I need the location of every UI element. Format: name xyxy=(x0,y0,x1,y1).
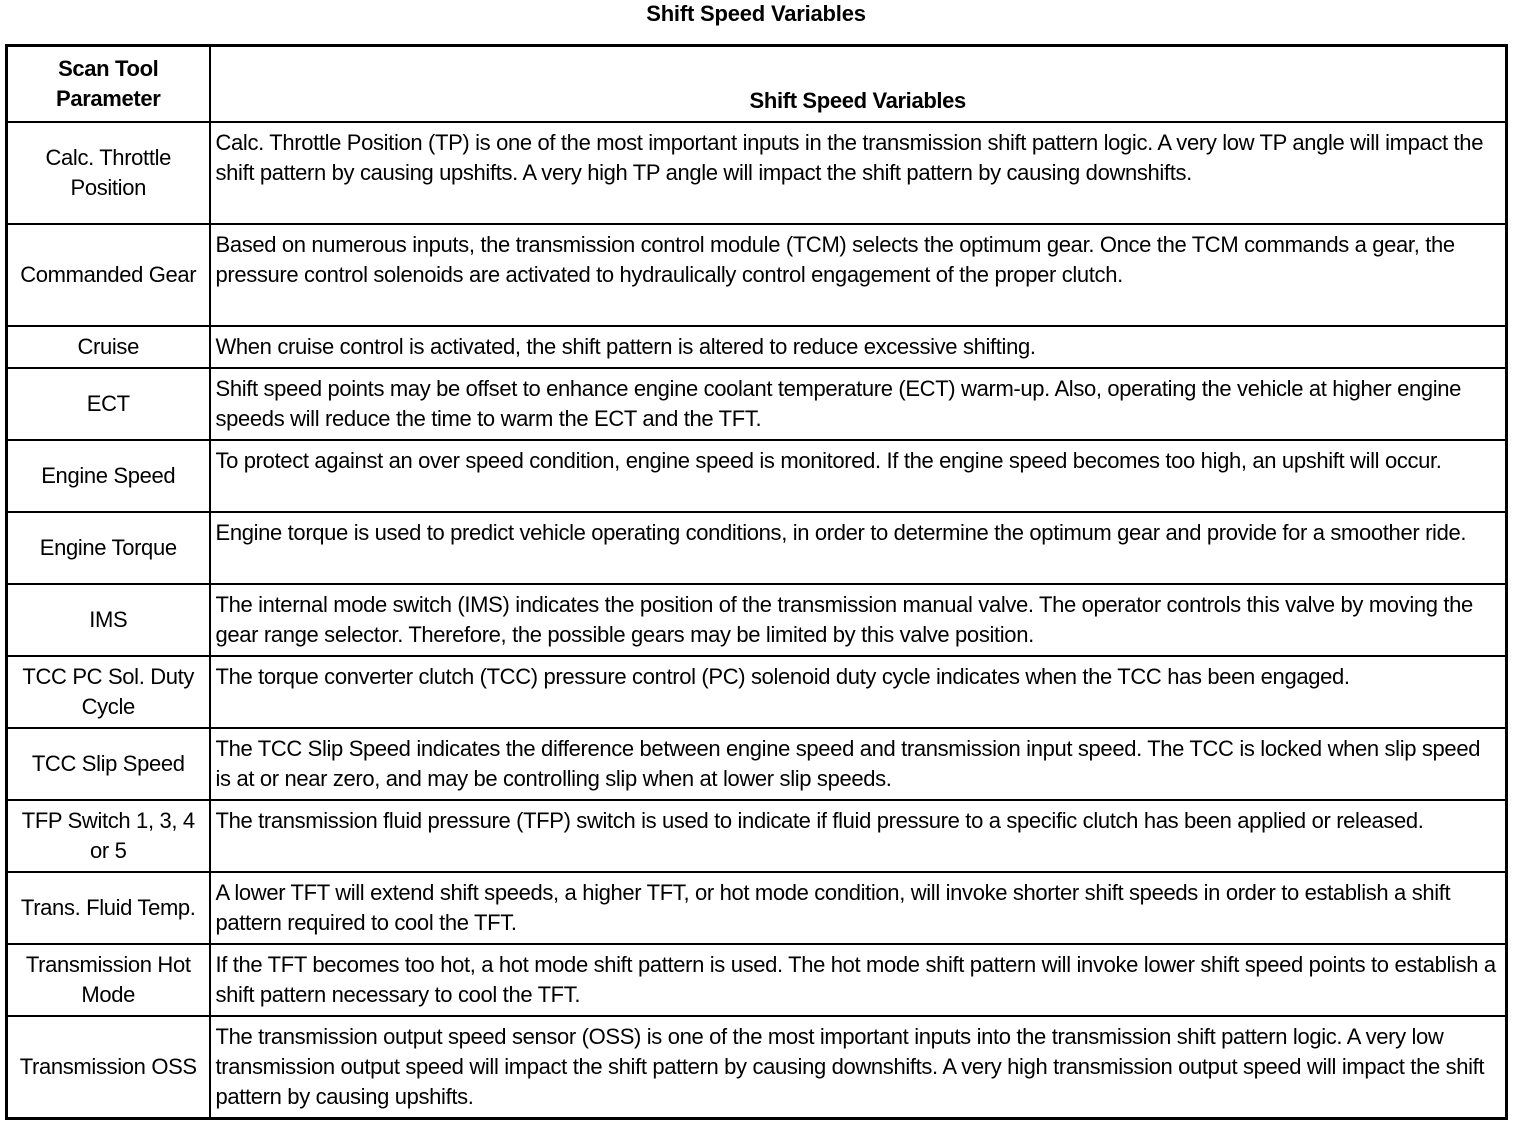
parameter-cell: Engine Torque xyxy=(7,512,210,584)
header-label-line-2: Parameter xyxy=(56,86,161,111)
parameter-cell: Engine Speed xyxy=(7,440,210,512)
table-row xyxy=(7,224,1507,326)
description-cell: The internal mode switch (IMS) indicates the position of the transmission manual valve. The operator controls this valve by moving the gear range selector. Therefore, the possible gears may be limited by this valve position. xyxy=(210,584,1507,656)
table-row xyxy=(7,1016,1507,1119)
table-row xyxy=(7,728,1507,800)
column-header-shift-speed-variables: Shift Speed Variables xyxy=(210,46,1507,123)
description-cell: If the TFT becomes too hot, a hot mode shift pattern is used. The hot mode shift pattern will invoke lower shift speed points to establish a shift pattern necessary to cool the TFT. xyxy=(210,944,1507,1016)
parameter-cell: Transmission OSS xyxy=(7,1016,210,1119)
parameter-cell: TFP Switch 1, 3, 4 or 5 xyxy=(7,800,210,872)
description-cell: Engine torque is used to predict vehicle operating conditions, in order to determine the optimum gear and provide for a smoother ride. xyxy=(210,512,1507,584)
table-row xyxy=(7,656,1507,728)
shift-speed-variables-table xyxy=(5,44,1508,1120)
parameter-cell: Calc. Throttle Position xyxy=(7,122,210,224)
table-row xyxy=(7,326,1507,368)
table-row xyxy=(7,440,1507,512)
header-label-line-1: Scan Tool xyxy=(58,56,159,81)
description-cell: The transmission output speed sensor (OSS) is one of the most important inputs into the transmission shift pattern logic. A very low transmission output speed will impact the shift pattern by causing downshifts. A very high transmission output speed will impact the shift pattern by causing upshifts. xyxy=(210,1016,1507,1119)
table-row xyxy=(7,512,1507,584)
description-cell: A lower TFT will extend shift speeds, a higher TFT, or hot mode condition, will invoke shorter shift speeds in order to establish a shift pattern required to cool the TFT. xyxy=(210,872,1507,944)
parameter-cell: IMS xyxy=(7,584,210,656)
table-row xyxy=(7,368,1507,440)
table-row xyxy=(7,584,1507,656)
table-header-row xyxy=(7,46,1507,123)
table-row xyxy=(7,122,1507,224)
table-row xyxy=(7,800,1507,872)
parameter-cell: Transmission Hot Mode xyxy=(7,944,210,1016)
table-row xyxy=(7,944,1507,1016)
description-cell: Shift speed points may be offset to enhance engine coolant temperature (ECT) warm-up. Also, operating the vehicle at higher engine speeds will reduce the time to warm the ECT and the TFT. xyxy=(210,368,1507,440)
parameter-cell: TCC Slip Speed xyxy=(7,728,210,800)
column-header-scan-tool-parameter xyxy=(7,46,210,123)
description-cell: Calc. Throttle Position (TP) is one of the most important inputs in the transmission shift pattern logic. A very low TP angle will impact the shift pattern by causing upshifts. A very high TP angle will impact the shift pattern by causing downshifts. xyxy=(210,122,1507,224)
description-cell: Based on numerous inputs, the transmission control module (TCM) selects the optimum gear. Once the TCM commands a gear, the pressure control solenoids are activated to hydraulically control engagement of the proper clutch. xyxy=(210,224,1507,326)
parameter-cell: Commanded Gear xyxy=(7,224,210,326)
description-cell: To protect against an over speed condition, engine speed is monitored. If the engine speed becomes too high, an upshift will occur. xyxy=(210,440,1507,512)
document-title: Shift Speed Variables xyxy=(646,1,866,26)
table-row xyxy=(7,872,1507,944)
description-cell: The transmission fluid pressure (TFP) switch is used to indicate if fluid pressure to a specific clutch has been applied or released. xyxy=(210,800,1507,872)
parameter-cell: TCC PC Sol. Duty Cycle xyxy=(7,656,210,728)
parameter-cell: Trans. Fluid Temp. xyxy=(7,872,210,944)
description-cell: When cruise control is activated, the shift pattern is altered to reduce excessive shifting. xyxy=(210,326,1507,368)
parameter-cell: Cruise xyxy=(7,326,210,368)
description-cell: The TCC Slip Speed indicates the difference between engine speed and transmission input speed. The TCC is locked when slip speed is at or near zero, and may be controlling slip when at lower slip speeds. xyxy=(210,728,1507,800)
description-cell: The torque converter clutch (TCC) pressure control (PC) solenoid duty cycle indicates when the TCC has been engaged. xyxy=(210,656,1507,728)
parameter-cell: ECT xyxy=(7,368,210,440)
